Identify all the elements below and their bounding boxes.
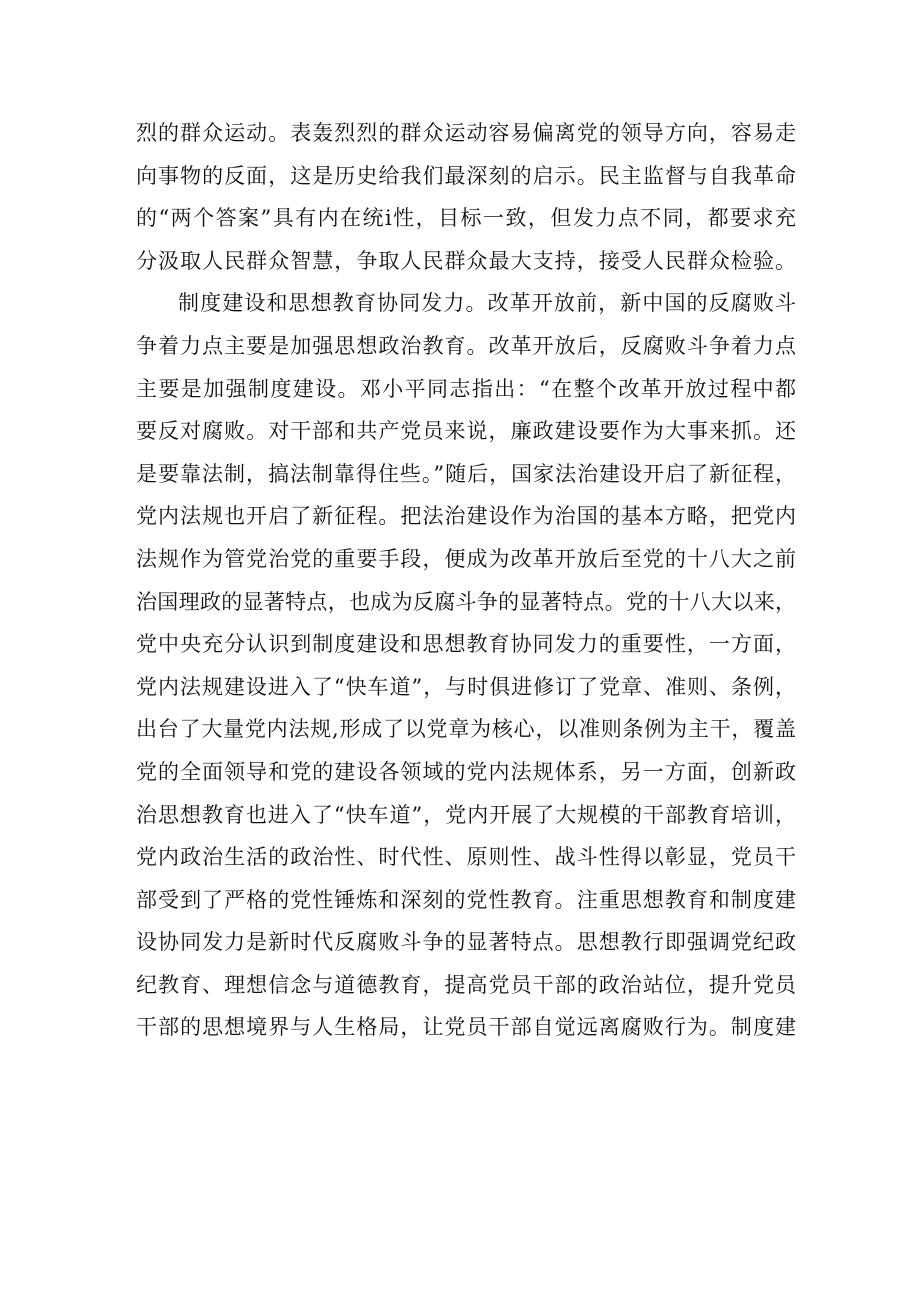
text-line: 向事物的反面，这是历史给我们最深刻的启示。民主监督与自我革命 <box>136 163 796 188</box>
text-line: 出台了大量党内法规,形成了以党章为核心，以准则条例为主干，覆盖 <box>136 717 796 742</box>
text-line: 部受到了严格的党性锤炼和深刻的党性教育。注重思想教育和制度建 <box>136 887 796 912</box>
text-line: 党中央充分认识到制度建设和思想教育协同发力的重要性，一方面， <box>136 632 796 657</box>
text-line: 要反对腐败。对干部和共产党员来说，廉政建设要作为大事来抓。还 <box>136 419 796 444</box>
text-line: 党的全面领导和党的建设各领域的党内法规体系，另一方面，创新政 <box>136 759 796 784</box>
text-line: 党内法规建设进入了“快车道”，与时俱进修订了党章、准则、条例， <box>136 674 796 699</box>
text-line: 烈的群众运动。表轰烈烈的群众运动容易偏离党的领导方向，容易走 <box>136 121 796 145</box>
text-line: 纪教育、理想信念与道德教育，提高党员干部的政治站位，提升党员 <box>136 972 796 997</box>
body-text <box>136 112 796 1049</box>
text-line: 分汲取人民群众智慧，争取人民群众最大支持，接受人民群众检验。 <box>136 248 796 273</box>
text-line: 主要是加强制度建设。邓小平同志指出：“在整个改革开放过程中都 <box>136 376 796 401</box>
text-line: 法规作为管党治党的重要手段，便成为改革开放后至党的十八大之前 <box>136 546 796 571</box>
text-line: 是要靠法制，搞法制靠得住些。”随后，国家法治建设开启了新征程， <box>136 461 796 486</box>
text-line: 干部的思想境界与人生格局，让党员干部自觉远离腐败行为。制度建 <box>136 1015 796 1040</box>
text-line: 治国理政的显著特点，也成为反腐斗争的显著特点。党的十八大以来， <box>136 589 796 614</box>
text-line: 治思想教育也进入了“快车道”，党内开展了大规模的干部教育培训， <box>136 802 796 827</box>
text-line: 党内法规也开启了新征程。把法治建设作为治国的基本方略，把党内 <box>136 504 796 529</box>
text-line: 争着力点主要是加强思想政治教育。改革开放后，反腐败斗争着力点 <box>136 333 796 358</box>
text-line: 设协同发力是新时代反腐败斗争的显著特点。思想教行即强调党纪政 <box>136 930 796 955</box>
text-line: 制度建设和思想教育协同发力。改革开放前，新中国的反腐败斗 <box>178 291 796 316</box>
paragraph-1 <box>136 112 796 282</box>
text-line: 的“两个答案”具有内在统i性，目标一致，但发力点不同，都要求充 <box>136 206 796 231</box>
text-line: 党内政治生活的政治性、时代性、原则性、战斗性得以彰显，党员干 <box>136 845 796 870</box>
paragraph-2 <box>136 282 796 1049</box>
